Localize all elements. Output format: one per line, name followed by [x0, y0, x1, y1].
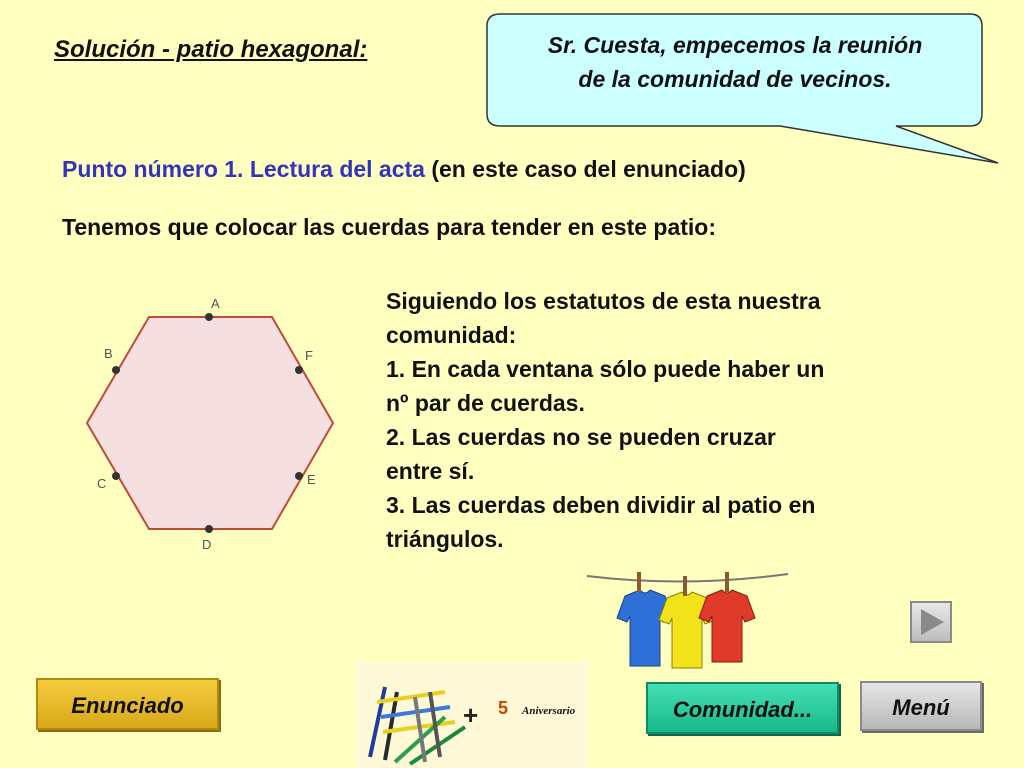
rules-line: Siguiendo los estatutos de esta nuestra	[386, 288, 821, 314]
play-arrow-icon	[912, 603, 950, 641]
section-heading	[62, 156, 746, 183]
rules-line: 1. En cada ventana sólo puede haber un	[386, 356, 825, 382]
label-c: C	[97, 476, 107, 491]
punto-note: (en este caso del enunciado)	[424, 156, 746, 182]
logo-word: Aniversario	[522, 705, 576, 717]
label-a: A	[211, 296, 220, 311]
menu-button[interactable]: Menú	[860, 681, 982, 731]
intro-text: Tenemos que colocar las cuerdas para tender en este patio:	[62, 214, 717, 240]
rules-text	[386, 284, 956, 556]
point-b	[112, 366, 120, 374]
rules-line: entre sí.	[386, 458, 475, 484]
clothespin	[683, 576, 687, 596]
rules-line: 3. Las cuerdas deben dividir al patio en	[386, 492, 816, 518]
point-f	[295, 366, 303, 374]
enunciado-button[interactable]: Enunciado	[36, 678, 219, 730]
label-d: D	[202, 537, 212, 552]
punto-label: Punto número 1. Lectura del acta	[62, 156, 425, 182]
next-button[interactable]	[910, 601, 952, 643]
point-e	[295, 472, 303, 480]
point-d	[205, 525, 213, 533]
label-b: B	[104, 346, 113, 361]
rules-line: comunidad:	[386, 322, 517, 348]
rules-line: triángulos.	[386, 526, 504, 552]
svg-text:+: +	[463, 700, 479, 730]
rules-line: 2. Las cuerdas no se pueden cruzar	[386, 424, 776, 450]
point-c	[112, 472, 120, 480]
speech-bubble-text	[488, 28, 982, 96]
page-title: Solución - patio hexagonal:	[54, 36, 368, 63]
bubble-line-1: Sr. Cuesta, empecemos la reunión	[547, 32, 923, 58]
rules-line: nº par de cuerdas.	[386, 390, 585, 416]
logo-number: 5	[498, 698, 509, 718]
label-e: E	[307, 472, 316, 487]
clothesline-illustration	[585, 566, 790, 681]
bubble-line-2: de la comunidad de vecinos.	[578, 66, 892, 92]
point-a	[205, 313, 213, 321]
comunidad-button[interactable]: Comunidad...	[646, 682, 839, 734]
clothespin	[725, 572, 729, 592]
clothespin	[637, 572, 641, 592]
label-f: F	[305, 348, 313, 363]
hexagon-shape	[87, 317, 333, 529]
blue-shirt	[617, 590, 673, 666]
red-shirt	[699, 590, 755, 662]
hexagon-diagram	[80, 292, 342, 554]
